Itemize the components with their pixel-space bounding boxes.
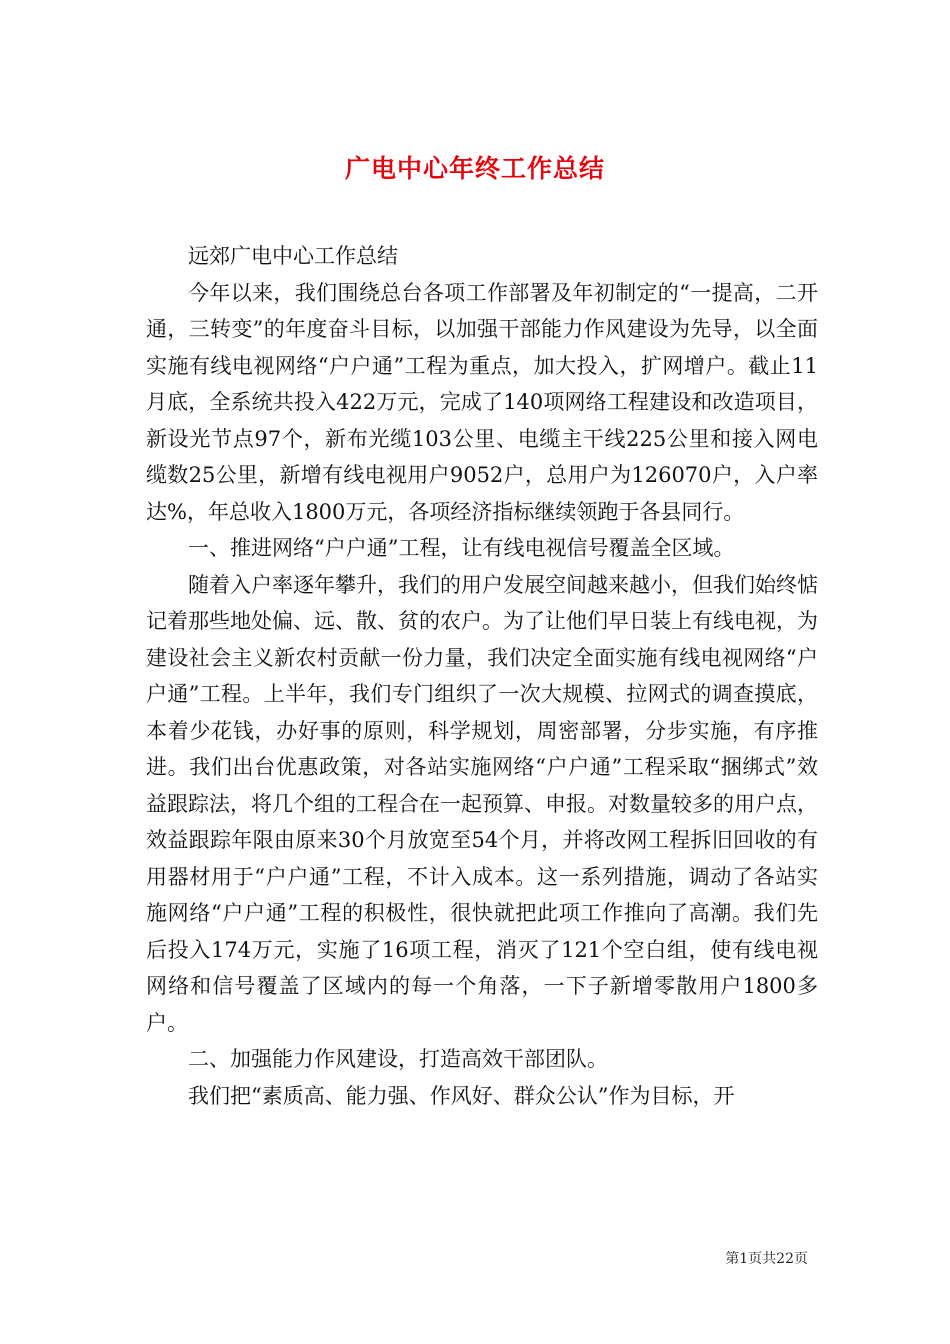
body-paragraph: 二、加强能力作风建设，打造高效干部团队。 (188, 1047, 608, 1071)
body-paragraph: 随着入户率逐年攀升，我们的用户发展空间越来越小，但我们始终惦记着那些地处偏、远、散、贫的农户。为了让他们早日装上有线电视，为建设社会主义新农村贡献一份力量，我们决定全面实施有线电视网络“户户通”工程。上半年，我们专门组织了一次大规模、拉网式的调查摸底，本着少花钱，办好事的原则，科学规划，周密部署，分步实施，有序推进。我们出台优惠政策，对各站实施网络“户户通”工程采取“捆绑式”效益跟踪法，将几个组的工程合在一起预算、申报。对数量较多的用户点，效益跟踪年限由原来30个月放宽至54个月，并将改网工程拆旧回收的有用器材用于“户户通”工程，不计入成本。这一系列措施，调动了各站实施网络“户户通”工程的积极性，很快就把此项工作推向了高潮。我们先后投入174万元，实施了16项工程，消灭了121个空白组，使有线电视网络和信号覆盖了区域内的每一个角落，一下子新增零散用户1800多户。 (146, 572, 818, 1035)
body-paragraph: 我们把“素质高、能力强、作风好、群众公认”作为目标，开 (188, 1083, 735, 1108)
document-body (146, 238, 818, 1114)
body-paragraph: 今年以来，我们围绕总台各项工作部署及年初制定的“一提高，二开通，三转变”的年度奋斗目标，以加强干部能力作风建设为先导，以全面实施有线电视网络“户户通”工程为重点，加大投入，扩网增户。截止11月底，全系统共投入422万元，完成了140项网络工程建设和改造项目，新设光节点97个，新布光缆103公里、电缆主干线225公里和接入网电缆数25公里，新增有线电视用户9052户，总用户为126070户，入户率达%，年总收入1800万元，各项经济指标继续领跑于各县同行。 (146, 280, 818, 524)
page-title: 广电中心年终工作总结 (344, 153, 605, 183)
page-number-footer: 第1页共22页 (725, 1251, 808, 1267)
body-paragraph: 远郊广电中心工作总结 (188, 244, 398, 268)
body-paragraph: 一、推进网络“户户通”工程，让有线电视信号覆盖全区域。 (188, 536, 735, 560)
